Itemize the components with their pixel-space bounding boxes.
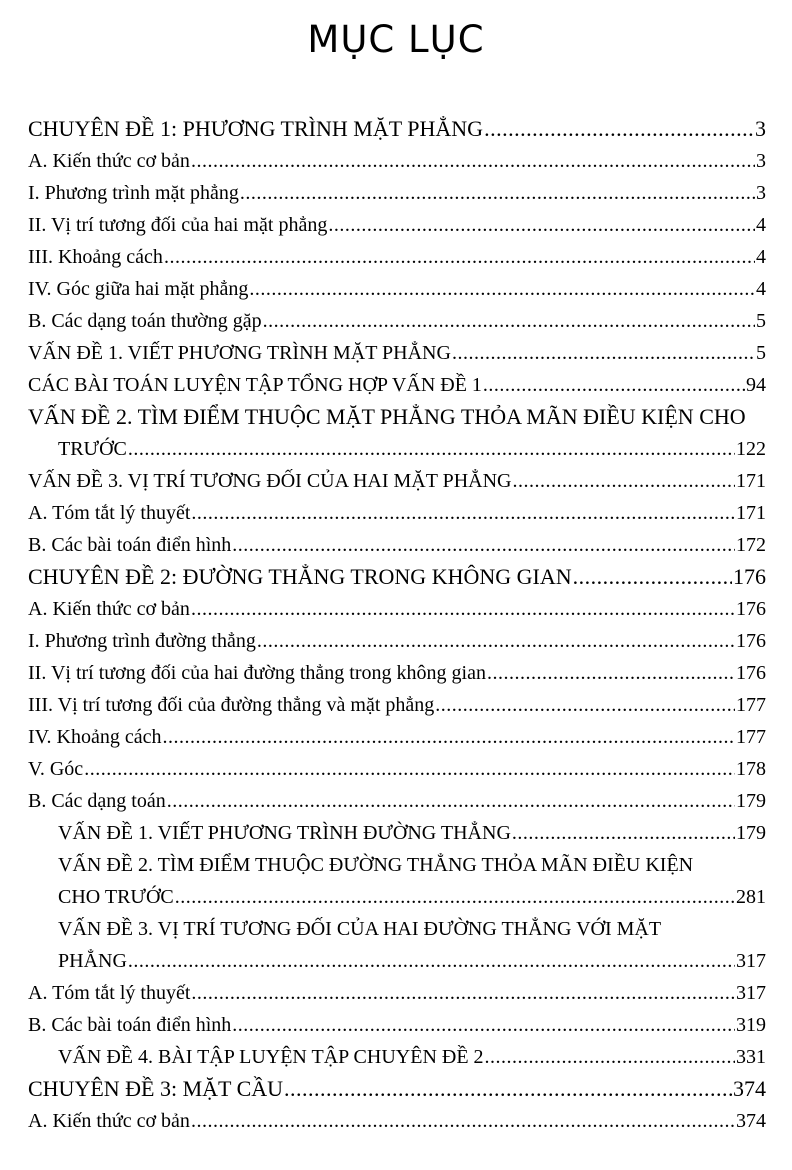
toc-entry-page: 317 xyxy=(736,982,766,1004)
toc-entry-page: 176 xyxy=(736,598,766,620)
leader-dots xyxy=(257,625,735,657)
leader-dots xyxy=(573,561,732,593)
toc-entry[interactable] xyxy=(28,305,766,337)
toc-entry-page: 177 xyxy=(736,694,766,716)
toc-entry-title: II. Vị trí tương đối của hai mặt phẳng xyxy=(28,214,328,236)
toc-entry-continuation xyxy=(28,881,766,913)
toc-entry[interactable] xyxy=(28,145,766,177)
toc-entry-title: IV. Góc giữa hai mặt phẳng xyxy=(28,278,249,300)
toc-entry-page: 172 xyxy=(736,534,766,556)
toc-entry-page: 177 xyxy=(736,726,766,748)
toc-entry-page: 176 xyxy=(733,564,766,589)
leader-dots xyxy=(485,1041,735,1073)
toc-entry-title: III. Khoảng cách xyxy=(28,246,163,268)
toc-entry-title: B. Các dạng toán xyxy=(28,790,166,812)
toc-entry-page: 176 xyxy=(736,630,766,652)
toc-entry[interactable] xyxy=(28,209,766,241)
leader-dots xyxy=(284,1073,732,1105)
toc-entry-title: A. Kiến thức cơ bản xyxy=(28,150,190,172)
toc-entry-title: V. Góc xyxy=(28,758,84,780)
toc-entry[interactable] xyxy=(28,785,766,817)
leader-dots xyxy=(240,177,755,209)
toc-entry-title-line1: VẤN ĐỀ 2. TÌM ĐIỂM THUỘC MẶT PHẲNG THỎA MÃN ĐIỀU KIỆN CHO xyxy=(28,404,746,429)
leader-dots xyxy=(128,433,735,465)
toc-entry-page: 4 xyxy=(756,214,766,236)
toc-entry-title: III. Vị trí tương đối của đường thẳng và mặt phẳng xyxy=(28,694,435,716)
leader-dots xyxy=(232,1009,735,1041)
page-title: MỤC LỤC xyxy=(307,18,485,61)
toc-entry-title-line2: TRƯỚC xyxy=(58,438,127,460)
toc-entry-title: VẤN ĐỀ 1. VIẾT PHƯƠNG TRÌNH MẶT PHẲNG xyxy=(28,342,451,364)
toc-entry-page: 171 xyxy=(736,470,766,492)
toc-entry-continuation xyxy=(28,945,766,977)
leader-dots xyxy=(128,945,735,977)
toc-entry[interactable] xyxy=(28,689,766,721)
toc-entry-page: 281 xyxy=(736,886,766,908)
toc-entry-page: 171 xyxy=(736,502,766,524)
toc-entry[interactable] xyxy=(28,241,766,273)
toc-entry[interactable] xyxy=(28,721,766,753)
toc-entry-title: IV. Khoảng cách xyxy=(28,726,162,748)
toc-entry[interactable] xyxy=(28,817,766,849)
leader-dots xyxy=(487,657,735,689)
toc-entry[interactable] xyxy=(28,561,766,593)
leader-dots xyxy=(484,113,754,145)
toc-entry-title: VẤN ĐỀ 1. VIẾT PHƯƠNG TRÌNH ĐƯỜNG THẲNG xyxy=(58,822,511,844)
toc-entry[interactable] xyxy=(28,273,766,305)
toc-entry-title: VẤN ĐỀ 4. BÀI TẬP LUYỆN TẬP CHUYÊN ĐỀ 2 xyxy=(58,1046,484,1068)
toc-entry-title-line2: CHO TRƯỚC xyxy=(58,886,174,908)
toc-entry-page: 3 xyxy=(756,150,766,172)
toc-entry-continuation xyxy=(28,433,766,465)
toc-entry-title: VẤN ĐỀ 3. VỊ TRÍ TƯƠNG ĐỐI CỦA HAI MẶT PHẲNG xyxy=(28,470,512,492)
toc-entry-title: A. Tóm tắt lý thuyết xyxy=(28,502,191,524)
leader-dots xyxy=(191,145,755,177)
toc-entry[interactable] xyxy=(28,401,766,465)
toc-entry-title-line1: VẤN ĐỀ 3. VỊ TRÍ TƯƠNG ĐỐI CỦA HAI ĐƯỜNG THẲNG VỚI MẶT xyxy=(58,918,662,940)
toc-entry-title: CHUYÊN ĐỀ 3: MẶT CẦU xyxy=(28,1076,284,1101)
toc-entry-page: 179 xyxy=(736,822,766,844)
toc-entry-title: II. Vị trí tương đối của hai đường thẳng trong không gian xyxy=(28,662,486,684)
leader-dots xyxy=(232,529,735,561)
leader-dots xyxy=(164,241,755,273)
toc-entry[interactable] xyxy=(28,913,766,977)
toc-entry-title: A. Tóm tắt lý thuyết xyxy=(28,982,191,1004)
toc-entry-title: B. Các dạng toán thường gặp xyxy=(28,310,262,332)
toc-entry[interactable] xyxy=(28,369,766,401)
leader-dots xyxy=(191,1105,735,1137)
table-of-contents xyxy=(28,113,766,1137)
leader-dots xyxy=(191,593,735,625)
leader-dots xyxy=(249,273,755,305)
leader-dots xyxy=(435,689,735,721)
toc-entry-title: A. Kiến thức cơ bản xyxy=(28,598,190,620)
leader-dots xyxy=(328,209,755,241)
leader-dots xyxy=(452,337,755,369)
toc-entry[interactable] xyxy=(28,625,766,657)
toc-entry-page: 178 xyxy=(736,758,766,780)
leader-dots xyxy=(167,785,735,817)
toc-entry-title-line1: VẤN ĐỀ 2. TÌM ĐIỂM THUỘC ĐƯỜNG THẲNG THỎA MÃN ĐIỀU KIỆN xyxy=(58,854,694,876)
leader-dots xyxy=(84,753,735,785)
toc-entry[interactable] xyxy=(28,465,766,497)
leader-dots xyxy=(483,369,745,401)
leader-dots xyxy=(191,497,735,529)
toc-entry-page: 4 xyxy=(756,246,766,268)
toc-entry-page: 5 xyxy=(756,342,766,364)
toc-entry-page: 317 xyxy=(736,950,766,972)
leader-dots xyxy=(513,465,736,497)
toc-entry[interactable] xyxy=(28,337,766,369)
toc-entry-page: 4 xyxy=(756,278,766,300)
leader-dots xyxy=(191,977,735,1009)
leader-dots xyxy=(263,305,755,337)
toc-entry-title-line2: PHẲNG xyxy=(58,950,127,972)
toc-entry-page: 94 xyxy=(746,374,766,396)
toc-entry-title: I. Phương trình mặt phẳng xyxy=(28,182,239,204)
toc-entry-page: 374 xyxy=(736,1110,766,1132)
toc-entry-page: 3 xyxy=(756,182,766,204)
toc-entry[interactable] xyxy=(28,1105,766,1137)
leader-dots xyxy=(512,817,735,849)
toc-entry-page: 5 xyxy=(756,310,766,332)
toc-entry-title: B. Các bài toán điển hình xyxy=(28,1014,232,1036)
toc-entry-title: CHUYÊN ĐỀ 2: ĐƯỜNG THẲNG TRONG KHÔNG GIAN xyxy=(28,564,572,589)
toc-entry-title: CÁC BÀI TOÁN LUYỆN TẬP TỔNG HỢP VẤN ĐỀ 1 xyxy=(28,374,482,396)
toc-entry[interactable] xyxy=(28,849,766,913)
toc-entry-page: 331 xyxy=(736,1046,766,1068)
toc-entry[interactable] xyxy=(28,1009,766,1041)
toc-entry-page: 176 xyxy=(736,662,766,684)
toc-entry-page: 122 xyxy=(736,438,766,460)
toc-entry-page: 3 xyxy=(755,116,766,141)
toc-entry[interactable] xyxy=(28,753,766,785)
toc-entry[interactable] xyxy=(28,1041,766,1073)
toc-entry[interactable] xyxy=(28,497,766,529)
toc-entry[interactable] xyxy=(28,657,766,689)
toc-entry-page: 374 xyxy=(733,1076,766,1101)
toc-entry[interactable] xyxy=(28,529,766,561)
toc-entry-page: 319 xyxy=(736,1014,766,1036)
toc-entry-title: B. Các bài toán điển hình xyxy=(28,534,232,556)
toc-entry[interactable] xyxy=(28,593,766,625)
leader-dots xyxy=(175,881,735,913)
toc-entry-title: CHUYÊN ĐỀ 1: PHƯƠNG TRÌNH MẶT PHẲNG xyxy=(28,116,484,141)
toc-entry-page: 179 xyxy=(736,790,766,812)
toc-entry[interactable] xyxy=(28,1073,766,1105)
toc-entry-title: A. Kiến thức cơ bản xyxy=(28,1110,190,1132)
leader-dots xyxy=(162,721,735,753)
toc-entry[interactable] xyxy=(28,177,766,209)
toc-entry[interactable] xyxy=(28,113,766,145)
toc-entry-title: I. Phương trình đường thẳng xyxy=(28,630,256,652)
toc-entry[interactable] xyxy=(28,977,766,1009)
